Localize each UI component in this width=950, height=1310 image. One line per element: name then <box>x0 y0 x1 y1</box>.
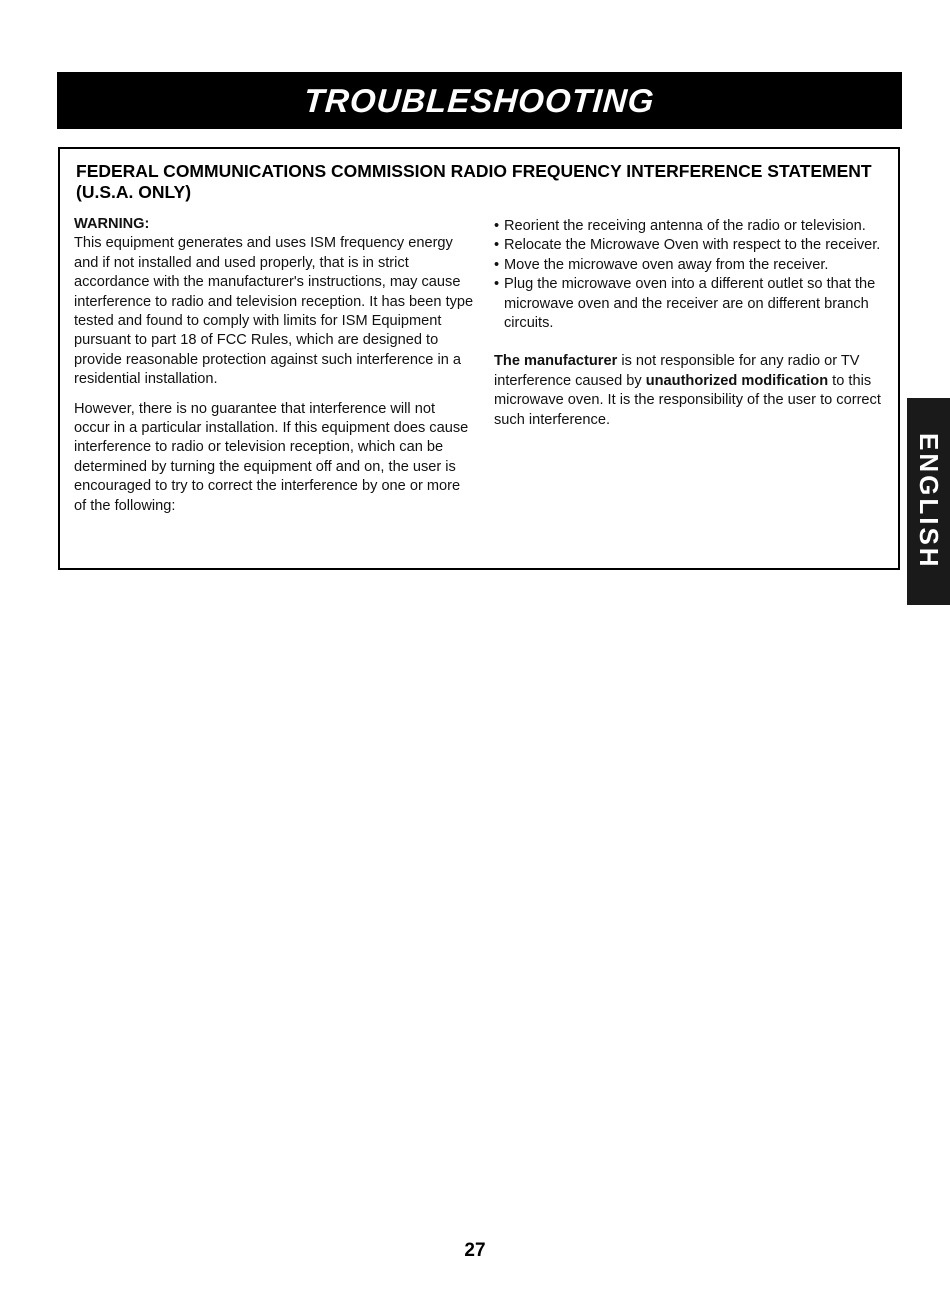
remedy-list <box>494 217 894 333</box>
note-text-1: is not responsible for any radio or TV interference caused by <box>494 353 860 389</box>
list-item: • Reorient the receiving antenna of the radio or television. <box>494 217 894 236</box>
warning-text: This equipment generates and uses ISM frequency energy and if not installed and used properly, that is in strict accordance with the manufacturer's instructions, may cause interference to radio and television reception. It has been type tested and found to comply with limits for ISM Equipment pursuant to part 18 of FCC Rules, which are designed to provide reasonable protection against such interference in a residential installation. <box>74 235 474 388</box>
left-column <box>74 215 474 516</box>
page-title: TROUBLESHOOTING <box>302 81 657 119</box>
warning-paragraph <box>74 215 474 390</box>
manufacturer-note <box>494 352 894 430</box>
note-bold-manufacturer: The manufacturer <box>494 353 618 370</box>
section-heading: FEDERAL COMMUNICATIONS COMMISSION RADIO FREQUENCY INTERFERENCE STATEMENT (U.S.A. ONLY) <box>76 161 872 202</box>
warning-label: WARNING: <box>74 216 150 232</box>
page-number: 27 <box>464 1240 486 1261</box>
header-bar <box>57 72 902 129</box>
language-tab <box>907 398 950 605</box>
right-column <box>494 217 894 430</box>
note-bold-modification: unauthorized modification <box>645 372 829 389</box>
list-item: • Move the microwave oven away from the receiver. <box>494 256 894 275</box>
language-tab-label: ENGLISH <box>914 433 944 570</box>
list-item: • Relocate the Microwave Oven with respect to the receiver. <box>494 236 894 255</box>
guarantee-paragraph: However, there is no guarantee that interference will not occur in a particular installation. If this equipment does cause interference to radio or television reception, which can be determined by turning the equipment off and on, the user is encouraged to try to correct the interference by one or more of the following: <box>74 400 469 514</box>
note-text-2: to this microwave oven. It is the responsibility of the user to correct such interference. <box>494 372 881 428</box>
fcc-statement-box <box>58 147 900 570</box>
list-item: • Plug the microwave oven into a different outlet so that the microwave oven and the receiver are on different branch circuits. <box>494 275 894 333</box>
